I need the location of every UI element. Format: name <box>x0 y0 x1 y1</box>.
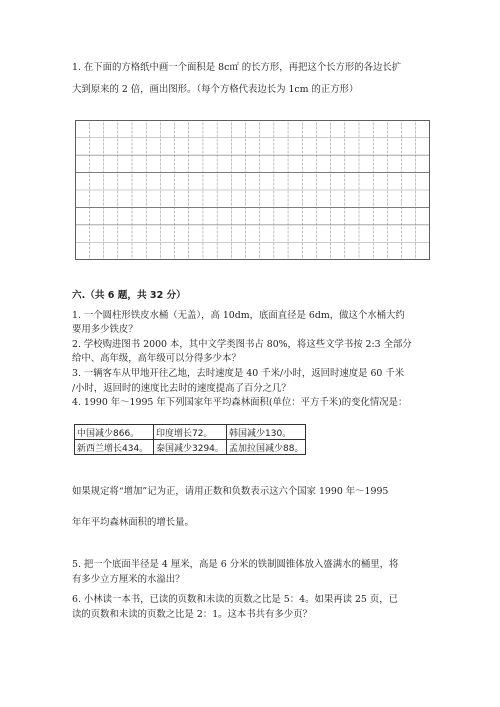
section-heading: 六.（共 6 题，共 32 分） <box>72 290 186 301</box>
question-line: 2. 学校购进图书 2000 本，其中文学类图书占 80%，将这些文学书按 2:3 全部分 <box>72 339 412 350</box>
question-line: 1. 一个圆柱形铁皮水桶（无盖），高 10dm，底面直径是 6dm，做这个水桶大约 <box>72 310 405 321</box>
table-cell: 韩国减少130。 <box>227 425 306 440</box>
table-row <box>75 440 306 455</box>
question-line: 给中、高年级，高年级可以分得多少本？ <box>72 353 241 364</box>
question-line: 5. 把一个底面半径是 4 厘米，高是 6 分米的铁制圆锥体放入盛满水的桶里，将 <box>72 559 399 570</box>
question-line: 3. 一辆客车从甲地开往乙地，去时速度是 40 千米/小时，返回时速度是 60 千米 <box>72 368 405 379</box>
q4-follow-line2: 年年平均森林面积的增长量。 <box>72 517 194 528</box>
table-row <box>75 425 306 440</box>
table-cell: 孟加拉国减少88。 <box>227 440 306 455</box>
question-line: 6. 小林读一本书，已读的页数和未读的页数之比是 5：4。如果再读 25 页，已 <box>72 594 398 605</box>
q1-line1: 1. 在下面的方格纸中画一个面积是 8c㎡ 的长方形，再把这个长方形的各边长扩 <box>72 62 402 73</box>
question-line: 要用多少铁皮？ <box>72 324 138 335</box>
table-cell: 印度增长72。 <box>154 425 227 440</box>
question-line: 4. 1990 年～1995 年下列国家年平均森林面积(单位：平方千米)的变化情况是： <box>72 397 408 408</box>
q4-follow-line1: 如果规定将“增加”记为正，请用正数和负数表示这六个国家 1990 年～1995 <box>72 486 389 497</box>
table-cell: 中国减少866。 <box>75 425 154 440</box>
table-cell: 泰国减少3294。 <box>154 440 227 455</box>
table-cell: 新西兰增长434。 <box>75 440 154 455</box>
question-line: 有多少立方厘米的水溢出？ <box>72 574 185 585</box>
q1-line2: 大到原来的 2 倍，画出图形。（每个方格代表边长为 1cm 的正方形） <box>72 84 359 95</box>
forest-area-table <box>74 424 306 455</box>
question-line: 读的页数和未读的页数之比是 2：1。这本书共有多少页？ <box>72 609 312 620</box>
question-line: /小时，返回时的速度比去时的速度提高了百分之几？ <box>72 383 291 394</box>
square-grid-paper <box>75 120 430 260</box>
